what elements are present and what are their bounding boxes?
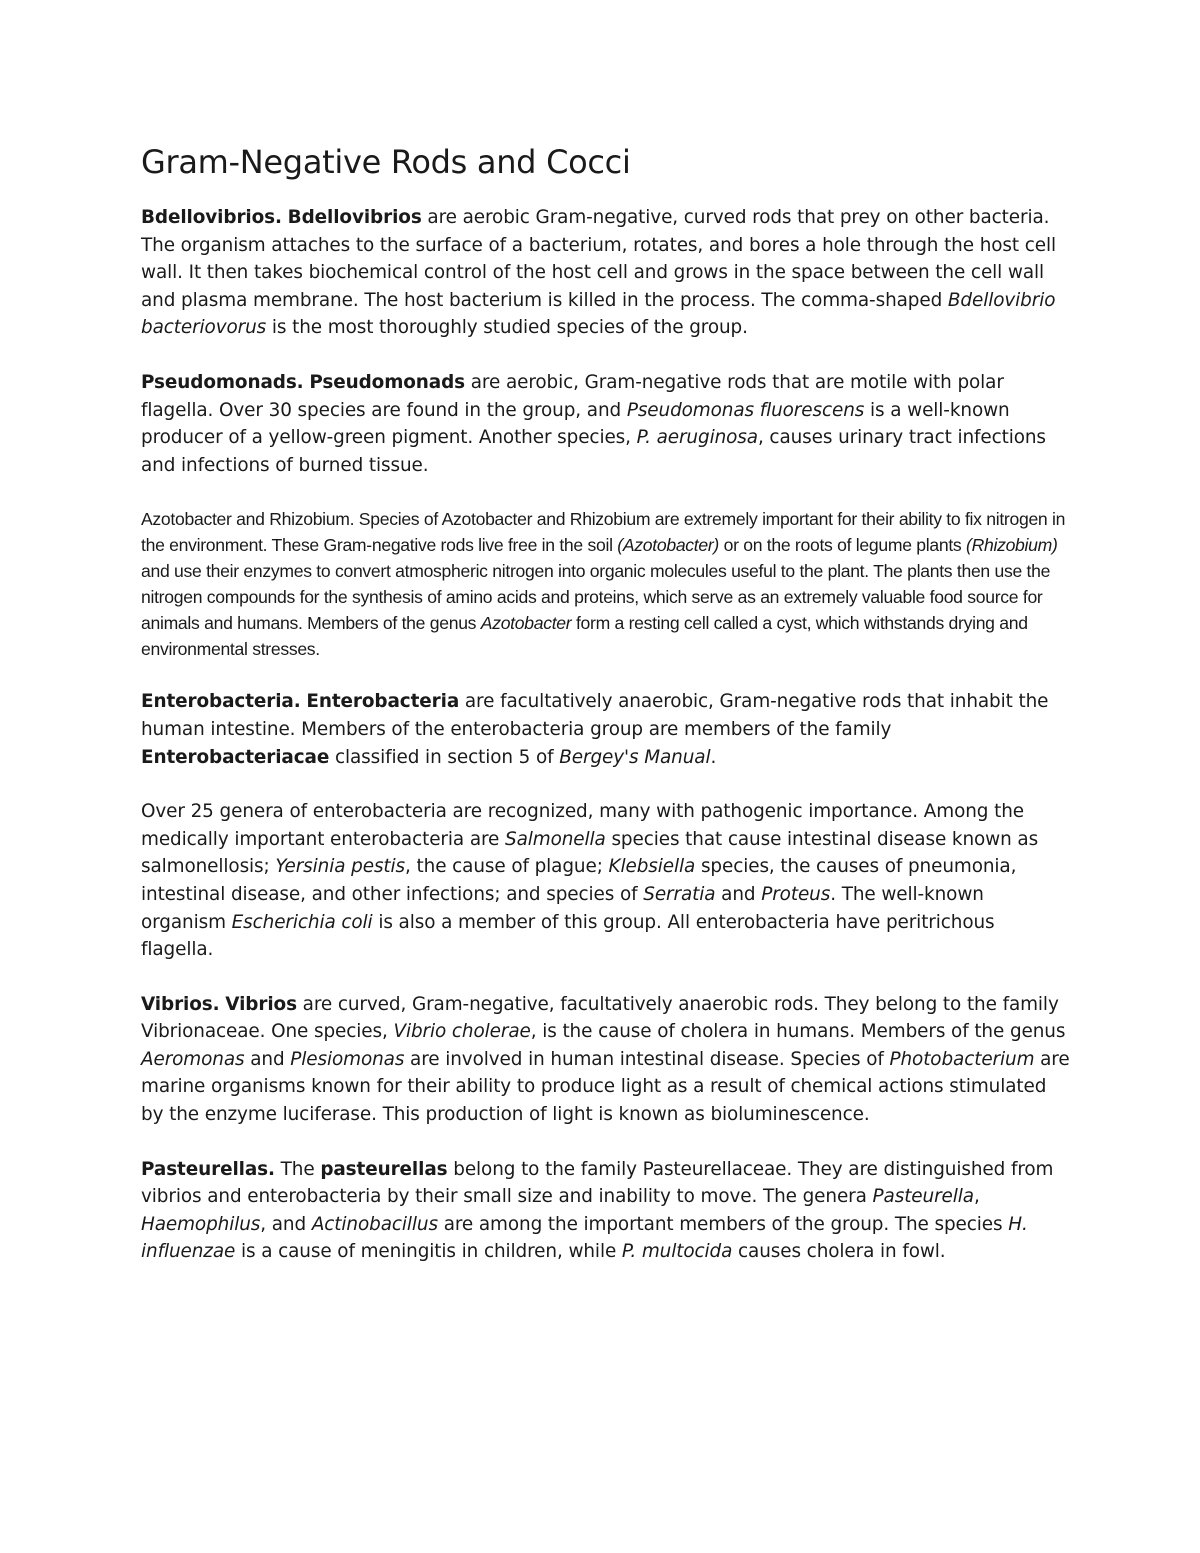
- species-name: Escherichia coli: [231, 911, 373, 933]
- species-name: Salmonella: [505, 828, 606, 850]
- species-name: Pseudomonas fluorescens: [626, 399, 865, 421]
- section-heading-bdellovibrios: Bdellovibrios.: [141, 207, 282, 228]
- species-name: Yersinia pestis: [275, 856, 406, 878]
- term-vibrios: Vibrios: [225, 993, 297, 1015]
- paragraph-pasteurellas: [141, 1156, 1071, 1266]
- body-text: or on the roots of legume plants: [719, 535, 967, 556]
- species-name: Pasteurella: [872, 1186, 974, 1208]
- body-text: are involved in human intestinal disease. Species of: [404, 1048, 890, 1070]
- section-heading-pasteurellas: Pasteurellas.: [141, 1158, 275, 1180]
- species-name: Proteus: [761, 883, 831, 905]
- paragraph-gap: [141, 662, 1071, 688]
- species-name: Vibrio cholerae: [393, 1021, 531, 1043]
- manual-title: Bergey's Manual: [559, 746, 711, 768]
- document-page: [141, 140, 1071, 1266]
- species-name: Haemophilus: [141, 1213, 261, 1235]
- body-text: is also a member of this group. All enterobacteria have peritrichous flagella.: [141, 911, 995, 961]
- body-text: form a resting cell called a cyst, which withstands drying and environmental stresses.: [141, 613, 1028, 660]
- body-text: , causes urinary tract infections and infections of burned tissue.: [141, 427, 1046, 476]
- paragraph-bdellovibrios: [141, 204, 1071, 342]
- section-heading-pseudomonads: Pseudomonads.: [141, 371, 304, 393]
- paragraph-vibrios: [141, 991, 1071, 1129]
- section-heading-vibrios: Vibrios.: [141, 993, 220, 1015]
- term-pasteurellas: pasteurellas: [320, 1158, 448, 1180]
- paragraph-gap: [141, 771, 1071, 798]
- section-heading-enterobacteria: Enterobacteria.: [141, 691, 301, 713]
- species-name: Azotobacter: [480, 613, 572, 634]
- body-text: , and: [260, 1213, 312, 1235]
- species-name: Serratia: [643, 883, 716, 905]
- species-name: H. influenzae: [141, 1213, 1028, 1263]
- body-text: , the cause of plague;: [405, 856, 609, 878]
- body-text: belong to the family Pasteurellaceae. They are distinguished from vibrios and enterobacteria by their small size and inability to move. The genera: [141, 1158, 1054, 1208]
- paragraph-azotobacter: [141, 506, 1071, 662]
- body-text: causes cholera in fowl.: [732, 1241, 946, 1263]
- body-text: . The well-known organism: [141, 883, 984, 933]
- body-text: , is the cause of cholera in humans. Members of the genus: [530, 1021, 1066, 1043]
- species-name: Aeromonas: [141, 1048, 245, 1070]
- paragraph-gap: [141, 342, 1071, 369]
- body-text: are curved, Gram-negative, facultatively anaerobic rods. They belong to the family Vibrionaceae. One species,: [141, 993, 1059, 1043]
- body-text: .: [710, 746, 717, 768]
- body-text: are facultatively anaerobic, Gram-negative rods that inhabit the human intestine. Members of the enterobacteria group are members of the family: [141, 691, 1049, 740]
- body-text: is a well-known producer of a yellow-green pigment. Another species,: [141, 399, 1010, 449]
- body-text: and: [244, 1048, 291, 1070]
- species-name: Bdellovibrio bacteriovorus: [141, 289, 1056, 339]
- species-name: Plesiomonas: [290, 1048, 405, 1070]
- body-text: Azotobacter and Rhizobium. Species of Azotobacter and Rhizobium are extremely important for their ability to fix nitrogen in the environment. These Gram-negative rods live free in the soil: [141, 509, 1066, 556]
- body-text: are aerobic Gram-negative, curved rods that prey on other bacteria. The organism attaches to the surface of a bacterium, rotates, and bores a hole through the host cell wall. It then takes biochemical control of the host cell and grows in the space between the cell wall and plasma membrane. The host bacterium is killed in the process. The comma-shaped: [141, 207, 1056, 311]
- body-text: and: [715, 883, 762, 905]
- body-text: ,: [973, 1186, 980, 1208]
- body-text: are marine organisms known for their ability to produce light as a result of chemical actions stimulated by the enzyme luciferase. This production of light is known as bioluminescence.: [141, 1048, 1070, 1126]
- family-name: Enterobacteriacae: [141, 746, 330, 768]
- paragraph-genera: [141, 798, 1071, 964]
- paragraph-gap: [141, 479, 1071, 506]
- species-name: Actinobacillus: [311, 1213, 438, 1235]
- body-text: is the most thoroughly studied species of the group.: [266, 317, 748, 339]
- paragraph-gap: [141, 964, 1071, 991]
- species-name: Photobacterium: [889, 1048, 1035, 1070]
- body-text: are aerobic, Gram-negative rods that are motile with polar flagella. Over 30 species are found in the group, and: [141, 371, 1004, 421]
- body-text: Over 25 genera of enterobacteria are recognized, many with pathogenic importance. Among the medically important enterobacteria are: [141, 801, 1024, 850]
- term-enterobacteria: Enterobacteria: [306, 691, 460, 713]
- body-text: and use their enzymes to convert atmospheric nitrogen into organic molecules useful to the plant. The plants then use the nitrogen compounds for the synthesis of amino acids and proteins, which serve as an extremely valuable food source for animals and humans. Members of the genus: [141, 561, 1051, 634]
- species-name: P. multocida: [621, 1241, 733, 1263]
- paragraph-enterobacteria: [141, 688, 1071, 771]
- body-text: The: [274, 1158, 321, 1180]
- species-name: (Azotobacter): [617, 535, 719, 556]
- species-name: (Rhizobium): [966, 535, 1058, 556]
- species-name: Klebsiella: [608, 856, 696, 878]
- body-text: are among the important members of the group. The species: [437, 1213, 1009, 1235]
- body-text: is a cause of meningitis in children, while: [235, 1241, 622, 1263]
- term-pseudomonads: Pseudomonads: [309, 371, 466, 393]
- body-text: classified in section 5 of: [329, 746, 560, 768]
- page-title: Gram-Negative Rods and Cocci: [141, 143, 631, 181]
- term-bdellovibrios: Bdellovibrios: [287, 207, 422, 228]
- paragraph-gap: [141, 1129, 1071, 1156]
- species-name: P. aeruginosa: [636, 427, 758, 449]
- body-text: species that cause intestinal disease known as salmonellosis;: [141, 828, 1039, 878]
- body-text: species, the causes of pneumonia, intestinal disease, and other infections; and species of: [141, 856, 1017, 905]
- paragraph-pseudomonads: [141, 369, 1071, 479]
